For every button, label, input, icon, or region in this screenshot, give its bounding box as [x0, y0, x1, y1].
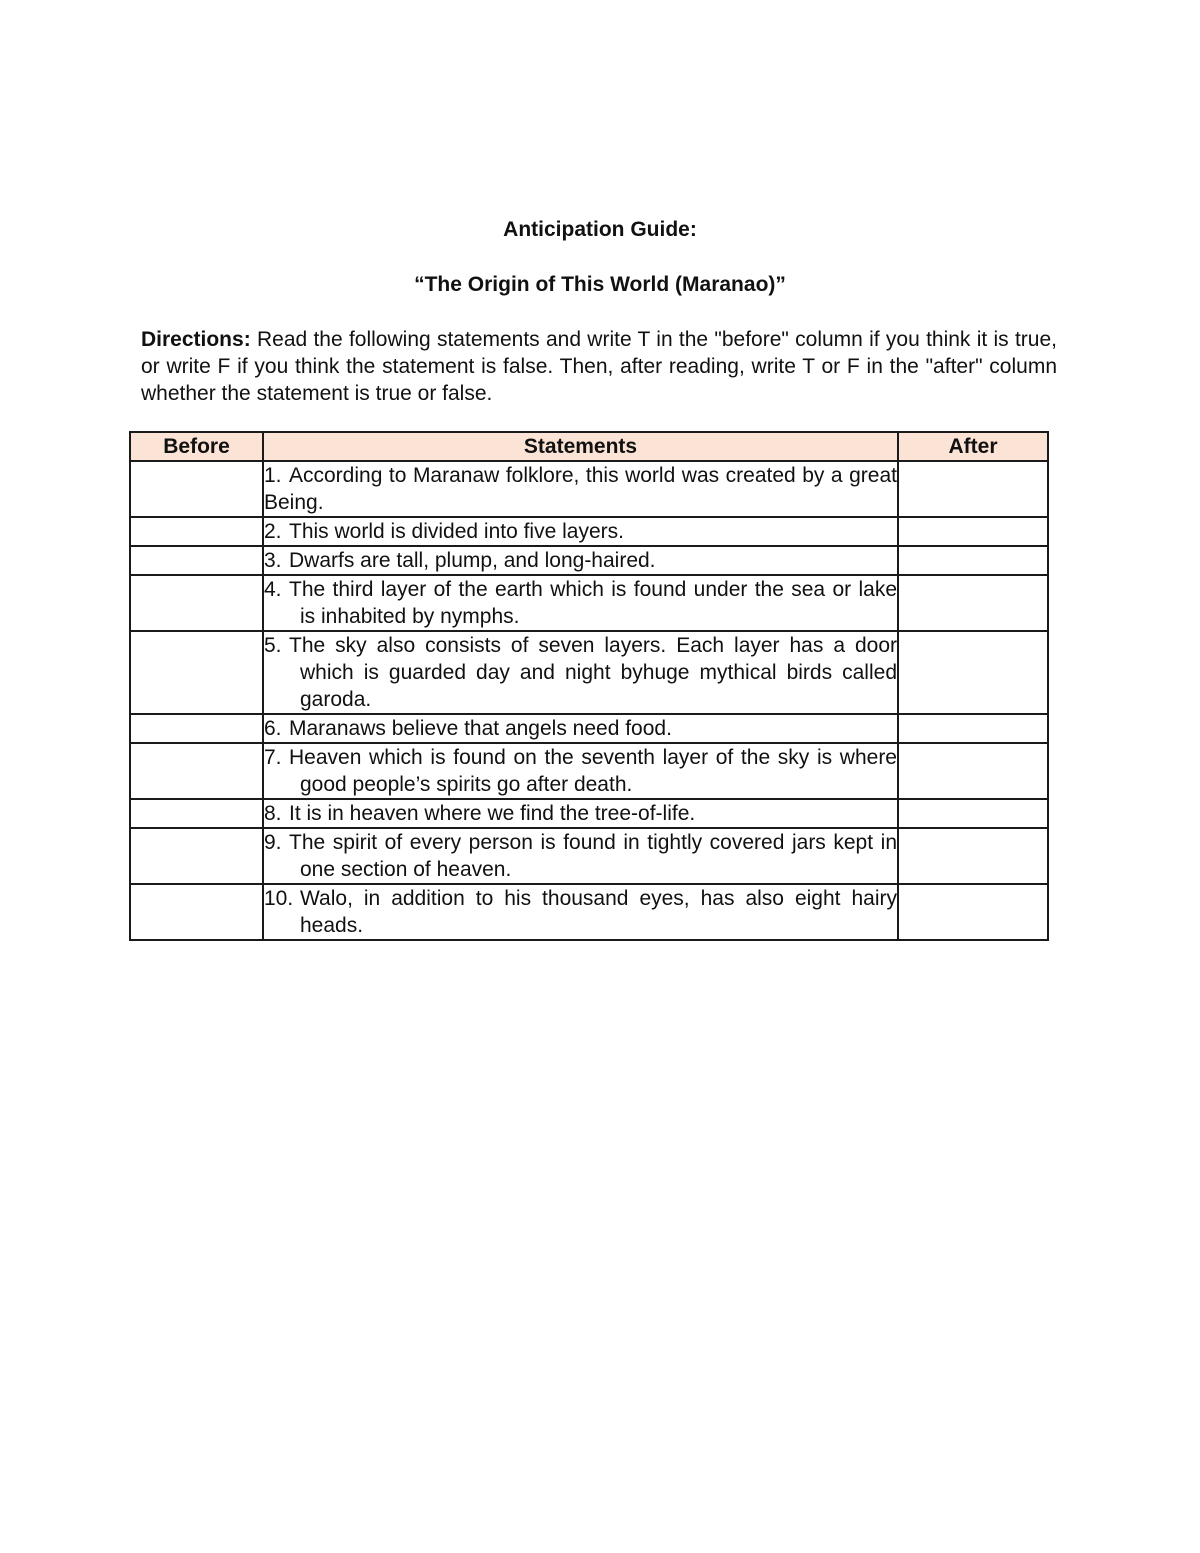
statement-cell [263, 743, 898, 799]
before-answer-cell[interactable] [130, 461, 263, 517]
table-row [130, 828, 1048, 884]
table-header-row [130, 432, 1048, 461]
table-row [130, 461, 1048, 517]
statement-number: 9. [264, 831, 282, 854]
header-after: After [898, 432, 1048, 461]
table-row [130, 799, 1048, 828]
statement-cell [263, 546, 898, 575]
statement-text: It is in heaven where we find the tree-of-life. [289, 802, 696, 825]
before-answer-cell[interactable] [130, 575, 263, 631]
header-statements: Statements [263, 432, 898, 461]
after-answer-cell[interactable] [898, 517, 1048, 546]
table-row [130, 575, 1048, 631]
after-answer-cell[interactable] [898, 631, 1048, 714]
before-answer-cell[interactable] [130, 743, 263, 799]
before-answer-cell[interactable] [130, 714, 263, 743]
table-row [130, 631, 1048, 714]
after-answer-cell[interactable] [898, 461, 1048, 517]
statement-text: Dwarfs are tall, plump, and long-haired. [289, 549, 656, 572]
directions-text: Read the following statements and write T in the "before" column if you think it is true, or write F if you think the statement is false. Then, after reading, write T or F in the "after" column whether the statement is true or false. [141, 328, 1057, 405]
table-row [130, 884, 1048, 940]
statement-number: 10. [264, 887, 294, 910]
statement-text: This world is divided into five layers. [289, 520, 624, 543]
directions-paragraph [141, 326, 1057, 407]
table-row [130, 546, 1048, 575]
after-answer-cell[interactable] [898, 546, 1048, 575]
statement-text: Walo, in addition to his thousand eyes, has also eight hairy heads. [300, 887, 897, 937]
statement-number: 8. [264, 802, 282, 825]
before-answer-cell[interactable] [130, 828, 263, 884]
after-answer-cell[interactable] [898, 743, 1048, 799]
statement-number: 7. [264, 746, 282, 769]
statement-cell [263, 799, 898, 828]
page-title: Anticipation Guide: [503, 218, 697, 241]
table-row [130, 714, 1048, 743]
statement-text: Heaven which is found on the seventh layer of the sky is where good people’s spirits go after death. [289, 746, 897, 796]
statement-cell [263, 631, 898, 714]
statement-number: 4. [264, 578, 282, 601]
statement-text: The sky also consists of seven layers. Each layer has a door which is guarded day and night byhuge mythical birds called garoda. [289, 634, 897, 711]
statement-cell [263, 517, 898, 546]
directions-label: Directions: [141, 328, 251, 351]
statement-cell [263, 714, 898, 743]
statement-cell [263, 884, 898, 940]
statement-text: Maranaws believe that angels need food. [289, 717, 672, 740]
statement-cell [263, 828, 898, 884]
after-answer-cell[interactable] [898, 714, 1048, 743]
before-answer-cell[interactable] [130, 517, 263, 546]
anticipation-table [129, 431, 1049, 941]
statement-cell [263, 461, 898, 517]
statement-number: 5. [264, 634, 282, 657]
statement-number: 2. [264, 520, 282, 543]
table-row [130, 743, 1048, 799]
story-title: “The Origin of This World (Maranao)” [414, 273, 786, 296]
statement-number: 1. [264, 464, 282, 487]
after-answer-cell[interactable] [898, 828, 1048, 884]
statement-number: 6. [264, 717, 282, 740]
after-answer-cell[interactable] [898, 575, 1048, 631]
before-answer-cell[interactable] [130, 799, 263, 828]
before-answer-cell[interactable] [130, 884, 263, 940]
statement-text: The spirit of every person is found in tightly covered jars kept in one section of heaven. [289, 831, 897, 881]
after-answer-cell[interactable] [898, 884, 1048, 940]
statement-text: According to Maranaw folklore, this world was created by a great Being. [264, 464, 897, 514]
after-answer-cell[interactable] [898, 799, 1048, 828]
header-before: Before [130, 432, 263, 461]
table-row [130, 517, 1048, 546]
statement-text: The third layer of the earth which is found under the sea or lake is inhabited by nymphs. [289, 578, 897, 628]
statement-cell [263, 575, 898, 631]
before-answer-cell[interactable] [130, 631, 263, 714]
before-answer-cell[interactable] [130, 546, 263, 575]
statement-number: 3. [264, 549, 282, 572]
